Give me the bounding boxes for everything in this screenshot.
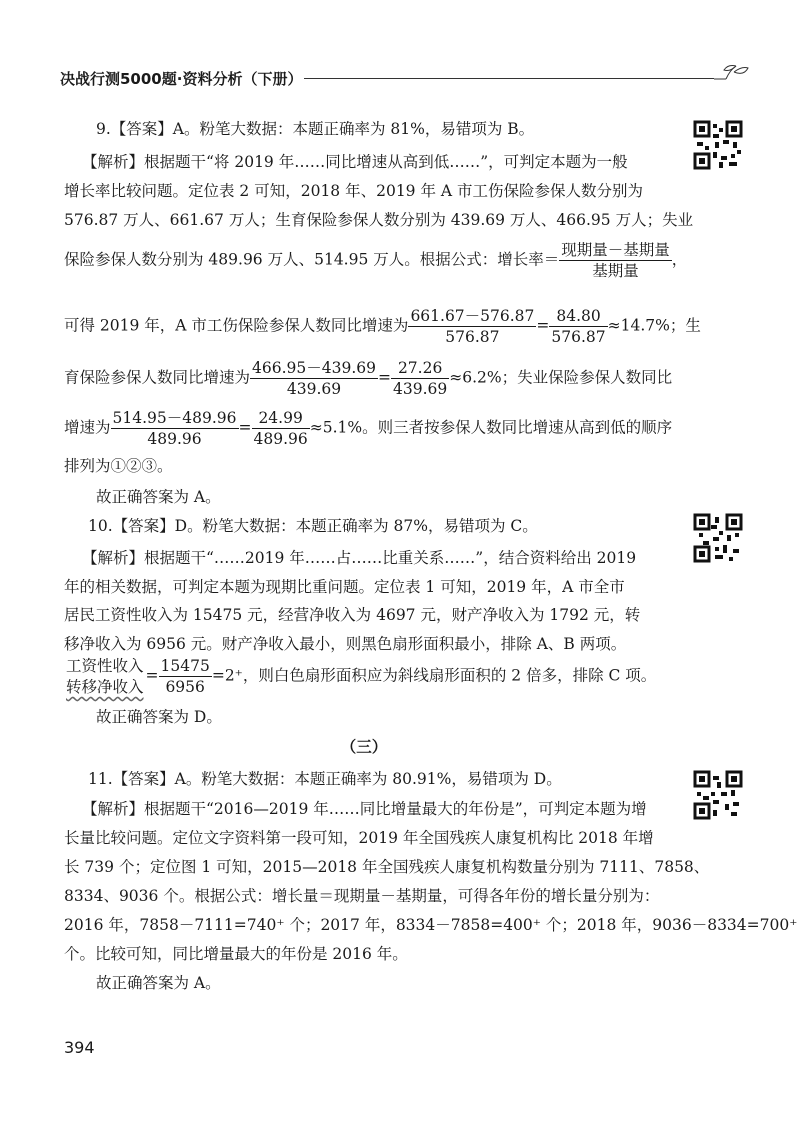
fraction-numerator: 661.67－576.87 — [410, 307, 535, 325]
analysis-line: 增速为 $\frac{514.95-489.96}{489.96}$ = $\frac{24.99}{489.96}$ ≈5.1%。则三者按参保人数同比增速从高到低的顺序 — [64, 409, 673, 448]
text-segment: 保险参保人数分别为 489.96 万人、514.95 万人。根据公式：增长率＝ — [64, 250, 560, 269]
analysis-line: 长量比较问题。定位文字资料第一段可知，2019 年全国残疾人康复机构比 2018 年增 — [64, 829, 654, 847]
conclusion-line: 故正确答案为 A。 — [96, 974, 221, 992]
answer-line-q10: 10.【答案】D。粉笔大数据：本题正确率为 87%，易错项为 C。 — [88, 517, 538, 535]
fraction-denominator: 489.96 — [253, 430, 308, 448]
analysis-line: 居民工资性收入为 15475 元，经营净收入为 4697 元，财产净收入为 1792 元，转 — [64, 606, 641, 624]
fraction-numerator: 15475 — [160, 657, 210, 675]
fraction-denominator: 6956 — [165, 678, 205, 696]
analysis-line: 长 739 个；定位图 1 可知，2015—2018 年全国残疾人康复机构数量分别为 7111、7858、 — [64, 858, 710, 876]
fraction — [408, 306, 536, 347]
qr-code-icon[interactable] — [693, 513, 743, 563]
analysis-line: 2016 年，7858－7111=740⁺ 个；2017 年，8334－7858=400⁺ 个；2018 年，9036－8334=700⁺ — [64, 916, 798, 934]
fraction-numerator: 84.80 — [549, 306, 607, 327]
fraction — [391, 358, 449, 399]
text-segment: ≈5.1%。则三者按参保人数同比增速从高到低的顺序 — [309, 418, 673, 437]
fraction — [549, 306, 607, 347]
analysis-line: 【解析】根据题干“……2019 年……占……比重关系……”，结合资料给出 2019 — [82, 549, 637, 567]
conclusion-line: 故正确答案为 A。 — [96, 488, 221, 506]
analysis-line: 排列为①②③。 — [64, 457, 173, 475]
section-title: （三） — [340, 737, 388, 756]
text-segment: ≈14.7%；生 — [607, 316, 701, 335]
text-segment: ≈6.2%；失业保险参保人数同比 — [449, 368, 673, 387]
fraction-numerator: 466.95－439.69 — [252, 359, 376, 377]
formula-numerator: 工资性收入 — [66, 657, 144, 675]
fraction-numerator: 24.99 — [252, 408, 310, 429]
fraction — [159, 656, 212, 697]
header-rule — [304, 78, 714, 79]
fraction-denominator: 439.69 — [393, 380, 448, 398]
text-segment: ， — [671, 250, 688, 269]
fraction — [111, 408, 239, 449]
fraction — [250, 358, 378, 399]
analysis-line: 年的相关数据，可判定本题为现期比重问题。定位表 1 可知，2019 年，A 市全市 — [64, 578, 625, 596]
sprout-icon — [712, 60, 752, 94]
fraction-denominator: 439.69 — [286, 380, 342, 398]
analysis-line: 育保险参保人数同比增速为 $\frac{466.95-439.69}{439.69}$ = $\frac{27.26}{439.69}$ ≈6.2%；失业保险参保人数同比 — [64, 359, 673, 398]
fraction-denominator: 576.87 — [445, 328, 500, 346]
analysis-line: 增长率比较问题。定位表 2 可知，2018 年、2019 年 A 市工伤保险参保人数分别为 — [64, 182, 644, 200]
analysis-line: 工资性收入 转移净收入 = $\frac{15475}{6956}$ =2⁺，则白色扇形面积应为斜线扇形面积的 2 倍多，排除 C 项。 — [66, 657, 657, 696]
analysis-line: 【解析】根据题干“2016—2019 年……同比增量最大的年份是”，可判定本题为增 — [82, 800, 647, 818]
analysis-line: 移净收入为 6956 元。财产净收入最小，则黑色扇形面积最小，排除 A、B 两项。 — [64, 635, 627, 653]
analysis-line: 可得 2019 年，A 市工伤保险参保人数同比增速为 $\frac{661.67-576.87}{576.87}$ = $\frac{84.80}{576.87}$ ≈14.7%；生 — [64, 307, 701, 346]
fraction-numerator: 514.95－489.96 — [112, 409, 237, 427]
answer-line-q11: 11.【答案】A。粉笔大数据：本题正确率为 80.91%，易错项为 D。 — [88, 770, 562, 788]
ratio-formula — [64, 656, 146, 697]
running-header — [60, 60, 750, 90]
fraction-denominator: 489.96 — [147, 430, 202, 448]
text-segment: =2⁺，则白色扇形面积应为斜线扇形面积的 2 倍多，排除 C 项。 — [211, 666, 657, 685]
analysis-line — [64, 240, 687, 281]
page-number: 394 — [64, 1038, 95, 1057]
answer-line-q9: 9.【答案】A。粉笔大数据：本题正确率为 81%，易错项为 B。 — [96, 120, 535, 138]
formula-denominator: 基期量 — [592, 262, 639, 280]
fraction-numerator: 27.26 — [391, 358, 449, 379]
formula-numerator: 现期量－基期量 — [561, 241, 670, 259]
growth-rate-formula — [559, 240, 672, 281]
formula-denominator: 转移净收入 — [66, 678, 144, 696]
fraction — [252, 408, 310, 449]
qr-code-icon[interactable] — [693, 770, 743, 820]
analysis-line: 576.87 万人、661.67 万人；生育保险参保人数分别为 439.69 万人、466.95 万人；失业 — [64, 211, 694, 229]
text-segment: 育保险参保人数同比增速为 — [64, 368, 251, 387]
analysis-line: 个。比较可知，同比增量最大的年份是 2016 年。 — [64, 945, 408, 963]
fraction-denominator: 576.87 — [551, 328, 606, 346]
text-segment: 增速为 — [64, 418, 111, 437]
conclusion-line: 故正确答案为 D。 — [96, 708, 222, 726]
analysis-line: 【解析】根据题干“将 2019 年……同比增速从高到低……”，可判定本题为一般 — [82, 153, 628, 171]
analysis-line: 8334、9036 个。根据公式：增长量＝现期量－基期量，可得各年份的增长量分别为： — [64, 887, 660, 905]
text-segment: 可得 2019 年，A 市工伤保险参保人数同比增速为 — [64, 316, 409, 335]
header-title: 决战行测5000题·资料分析（下册） — [60, 70, 303, 88]
qr-code-icon[interactable] — [693, 120, 743, 170]
